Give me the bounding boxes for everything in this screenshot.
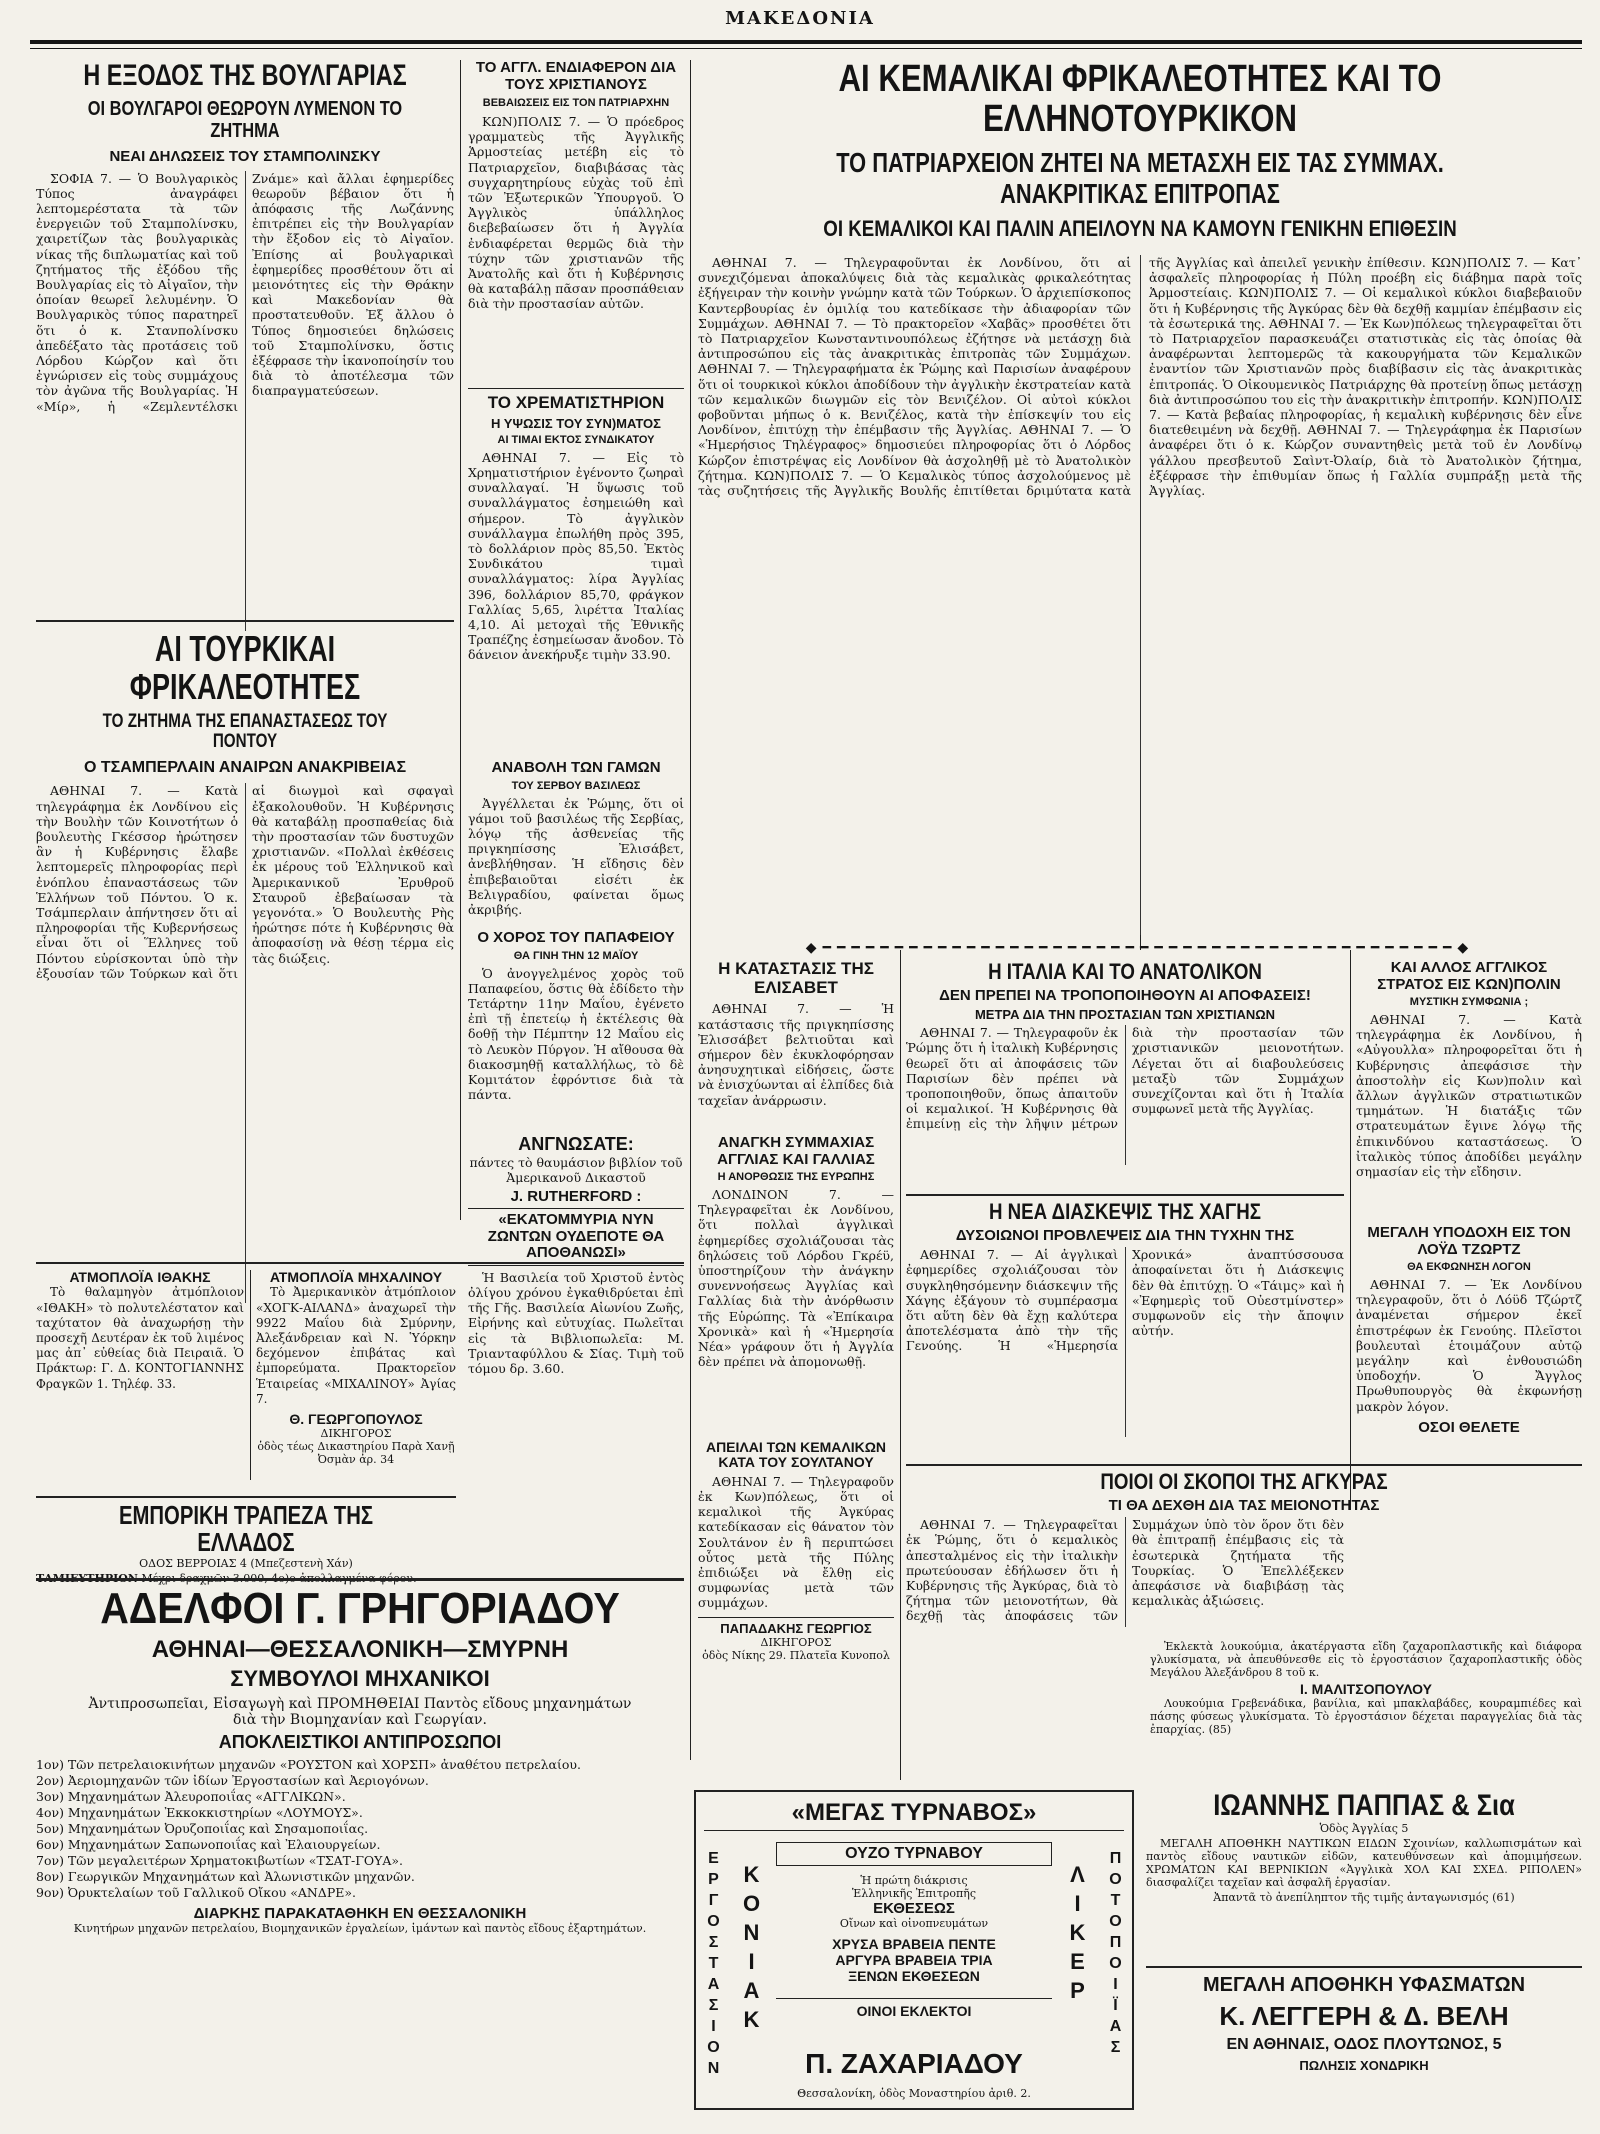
ad-line: Ἑλληνικῆς Ἐπιτροπῆς bbox=[852, 1886, 976, 1900]
article-kemalist bbox=[698, 255, 1582, 945]
top-rule-thin bbox=[30, 48, 1582, 49]
article-body: ΑΘΗΝΑΙ 7. — Αἱ ἀγγλικαὶ ἐφημερίδες σχολιάζουσαι τὸν συγκληθησόμενην διάσκεψιν τῆς Χάγης ἐξάγουν τὸ συμπέρασμα ὅτι αὕτη δὲν θὰ ἔχῃ καλύτερα ἀποτελέσματα ἀπὸ τὴν τῆς Γενούης. Ἡ «Ἡμερησία Χρονικά» ἀναπτύσσουσα ἀποφαίνεται ὅτι ἡ Διάσκεψις δὲν θὰ ἐπιτύχῃ. Ὁ «Τάιμς» καὶ ἡ «Ἐφημερὶς τοῦ Οὐεστμίνστερ» συμφωνοῦν εἰς τὴν ἄποψιν αὐτήν. bbox=[906, 1247, 1344, 1354]
article-title: ΑΝΑΒΟΛΗ ΤΩΝ ΓΑΜΩΝ bbox=[491, 759, 661, 776]
article-body: ΑΘΗΝΑΙ 7. — Ἐκ Λονδίνου τηλεγραφοῦν, ὅτι ὁ Λόϋδ Τζώρτζ ἀναμένεται σήμερον ἐκεῖ ἐπιστρέφων ἐκ Γενούης. Πλεῖστοι βουλευταὶ ἑτοιμάζουν αὐτῷ μεγάλην καὶ ἐνθουσιώδη ὑποδοχήν. Ὁ Ἄγγλος Πρωθυπουργὸς θὰ ἐκφωνήσῃ μακρὸν λόγον. bbox=[1356, 1277, 1582, 1414]
ad-fabrics bbox=[1146, 1974, 1582, 2114]
article-army bbox=[1356, 960, 1582, 1220]
article-subtitle-2: ΝΕΑΙ ΔΗΛΩΣΕΙΣ ΤΟΥ ΣΤΑΜΠΟΛΙΝΣΚΥ bbox=[109, 147, 381, 165]
ad-vertical-left-2: ΚΟΝΙΑΚ bbox=[739, 1862, 764, 2036]
ad-address: ΕΝ ΑΘΗΝΑΙΣ, ΟΔΟΣ ΠΛΟΥΤΩΝΟΣ, 5 bbox=[1226, 2036, 1502, 2053]
article-title: Η ΕΞΟΔΟΣ ΤΗΣ ΒΟΥΛΓΑΡΙΑΣ bbox=[83, 59, 407, 92]
ad-body: Τὸ Ἀμερικανικὸν ἀτμόπλοιον «ΧΟΓΚ-ΑΙΛΑΝΔ» ἀναχωρεῖ τὴν 9922 Μαΐου διὰ Σμύρνην, Ἀλεξάνδρειαν καὶ Ν. Ὑόρκην δεχόμενον ἐπιβάτας καὶ ἐμπορεύματα. Πρακτορεῖον Ἑταιρείας «ΜΙΧΑΛΙΝΟΥ» Ἀγίας 7. bbox=[256, 1285, 456, 1406]
article-subtitle: ΔΕΝ ΠΡΕΠΕΙ ΝΑ ΤΡΟΠΟΠΟΙΗΘΟΥΝ ΑΙ ΑΠΟΦΑΣΕΙΣ! bbox=[939, 987, 1311, 1005]
ad-item: 3ον) Μηχανημάτων Ἀλευροποιΐας «ΑΓΓΛΙΚΩΝ». bbox=[36, 1789, 346, 1805]
top-rule bbox=[30, 40, 1582, 44]
ad-line: Οἴνων καὶ οἰνοπνευμάτων bbox=[839, 1916, 989, 1930]
article-title: ΑΙ ΤΟΥΡΚΙΚΑΙ ΦΡΙΚΑΛΕΟΤΗΤΕΣ bbox=[129, 628, 361, 707]
article-body: ΑΘΗΝΑΙ 7. — Τηλεγραφεῖται ἐκ Ῥώμης, ὅτι ὁ κεμαλικὸς ἀπεσταλμένος εἰς τὴν ἰταλικὴν πρωτεύουσαν ἐδήλωσεν ὅτι ἡ Κυβέρνησις τῆς Ἀγκύρας, διὰ τὸ ζήτημα τῶν μειονοτήτων, θὰ δεχθῇ τὰς ἀποφάσεις τῶν Συμμάχων ὑπὸ τὸν ὅρον ὅτι δὲν θὰ ἐπιτραπῇ ἐπέμβασις εἰς τὰ ἐσωτερικὰ ζητήματα τῆς Τουρκίας. Ὁ Ἐπελλέξεκεν ἀπεφάσισε νὰ διαβιβάσῃ τὰς κεμαλικὰς ἀξιώσεις. bbox=[906, 1517, 1344, 1624]
ad-line: ΑΡΓΥΡΑ ΒΡΑΒΕΙΑ ΤΡΙΑ bbox=[835, 1951, 993, 1968]
ad-item: 7ον) Τῶν μεγαλειτέρων Χρηματοκιβωτίων «ΤΣΑΤ-ΓΟΥΑ». bbox=[36, 1853, 404, 1869]
article-entente bbox=[698, 1135, 894, 1435]
ad-item: 2ον) Ἀεριομηχανῶν τῶν ἰδίων Ἐργοστασίων καὶ Ἀεριογόνων. bbox=[36, 1773, 429, 1789]
ad-title: ΑΤΜΟΠΛΟΪΑ ΜΗΧΑΛΙΝΟΥ bbox=[269, 1269, 443, 1285]
ad-ithaki bbox=[36, 1270, 244, 1490]
ad-body-2: Ἡ Βασιλεία τοῦ Χριστοῦ ἐντὸς ὀλίγου χρόνου ἐγκαθιδρύεται ἐπὶ τῆς Γῆς. Βασιλεία Αἰωνίου Ζωῆς, Εἰρήνης καὶ εὐτυχίας. Πωλεῖται εἰς τὰ Βιβλιοπωλεῖα: Μ. Τριανταφύλλου & Σίας. Τιμὴ τοῦ τόμου δρ. 3.60. bbox=[468, 1269, 684, 1376]
article-title: ΤΟ ΑΓΓΛ. ΕΝΔΙΑΦΕΡΟΝ ΔΙΑ ΤΟΥΣ ΧΡΙΣΤΙΑΝΟΥΣ bbox=[475, 59, 677, 93]
section-rule bbox=[468, 388, 684, 389]
section-rule bbox=[36, 1496, 456, 1498]
section-rule bbox=[1146, 1966, 1582, 1968]
ad-title: ΟΣΟΙ ΘΕΛΕΤΕ bbox=[1418, 1419, 1520, 1436]
article-george bbox=[1356, 1225, 1582, 1425]
article-subtitle: ΤΟ ΠΑΤΡΙΑΡΧΕΙΟΝ ΖΗΤΕΙ ΝΑ ΜΕΤΑΣΧΗ ΕΙΣ ΤΑΣ ΣΥΜΜΑΧ. ΑΝΑΚΡΙΤΙΚΑΣ ΕΠΙΤΡΟΠΑΣ bbox=[836, 146, 1444, 209]
article-subtitle: ΘΑ ΓΙΝΗ ΤΗΝ 12 ΜΑΪΟΥ bbox=[513, 949, 639, 962]
column-divider bbox=[460, 60, 461, 1220]
signature-name: ΠΑΠΑΔΑΚΗΣ ΓΕΩΡΓΙΟΣ bbox=[698, 1617, 894, 1636]
signature-role: ΔΙΚΗΓΟΡΟΣ bbox=[760, 1635, 832, 1649]
article-title: Ο ΧΟΡΟΣ ΤΟΥ ΠΑΠΑΦΕΙΟΥ bbox=[477, 929, 675, 946]
ad-wanted bbox=[1150, 1640, 1582, 1780]
ad-item: 9ον) Ὀρυκτελαίων τοῦ Γαλλικοῦ Οἴκου «ΑΝΔΡΕ». bbox=[36, 1885, 356, 1901]
article-title: Η ΚΑΤΑΣΤΑΣΙΣ ΤΗΣ ΕΛΙΣΑΒΕΤ bbox=[718, 959, 874, 997]
ad-footer-2: Κινητήρων μηχανῶν πετρελαίου, Βιομηχανικῶν ἐργαλείων, ἱμάντων καὶ παντὸς εἴδους ἐξαρτημάτων. bbox=[73, 1922, 647, 1936]
section-rule bbox=[906, 1194, 1344, 1196]
ad-bank bbox=[36, 1502, 456, 1572]
article-elisabeth bbox=[698, 960, 894, 1130]
ad-line: Ἀντιπροσωπεῖαι, Εἰσαγωγὴ καὶ ΠΡΟΜΗΘΕΙΑΙ Παντὸς εἴδους μηχανημάτων διὰ τὴν Βιομηχανίαν καὶ Γεωργίαν. bbox=[88, 1696, 632, 1729]
ad-address: Ὁδὸς Ἀγγλίας 5 bbox=[1319, 1821, 1409, 1835]
ad-item: 1ον) Τῶν πετρελαιοκινήτων μηχανῶν «ΡΟΥΣΤΟΝ καὶ ΧΟΡΣΠ» ἀναθέτου πετρελαίου. bbox=[36, 1757, 581, 1773]
article-title: ΚΑΙ ΑΛΛΟΣ ΑΓΓΛΙΚΟΣ ΣΤΡΑΤΟΣ ΕΙΣ ΚΩΝ)ΠΟΛΙΝ bbox=[1377, 959, 1561, 993]
ad-subtitle-2: ΑΠΟΚΛΕΙΣΤΙΚΟΙ ΑΝΤΙΠΡΟΣΩΠΟΙ bbox=[218, 1732, 502, 1753]
article-subtitle: ΘΑ ΕΚΦΩΝΗΣΗ ΛΟΓΟΝ bbox=[1407, 1261, 1531, 1273]
ad-line: ΕΚΘΕΣΕΩΣ bbox=[873, 1899, 955, 1917]
ad-pappas bbox=[1146, 1790, 1582, 1960]
ad-owners: Κ. ΛΕΓΓΕΡΗ & Δ. ΒΕΛΗ bbox=[1219, 2001, 1509, 2031]
article-body: ΑΘΗΝΑΙ 7. — Εἰς τὸ Χρηματιστήριον ἐγένοντο ζωηραὶ συναλλαγαί. Ἡ ὕψωσις τοῦ συναλλάγματος ἐσημειώθη καὶ σήμερον. Τὸ ἀγγλικὸν συνάλλαγμα ἐπωλήθη πρὸς 395, τὸ δολλάριον πρὸς 85,50. Ἐκτὸς Συνδικάτου τιμαὶ συναλλάγματος: λίρα Ἀγγλίας 396, δολλάριον 85,70, φράγκον Γαλλίας 5,65, λιρέττα Ἰταλίας 4,10. Αἱ μετοχαὶ τῆς Ἐθνικῆς Τραπέζης ἐσημείωσαν ἄνοδον. Τὸ δάνειον ἀνεκήρυξε τιμὴν 33.90. bbox=[468, 449, 684, 663]
ad-title: ΑΔΕΛΦΟΙ Γ. ΓΡΗΓΟΡΙΑΔΟΥ bbox=[100, 1584, 620, 1633]
ad-address: ΟΔΟΣ ΒΕΡΡΟΙΑΣ 4 (Μπεζεστενὴ Χάν) bbox=[139, 1556, 353, 1570]
ad-item: 8ον) Γεωργικῶν Μηχανημάτων καὶ Ἀλωνιστικῶν μηχανῶν. bbox=[36, 1869, 415, 1885]
ad-item: 5ον) Μηχανημάτων Ὀρυζοποιΐας καὶ Σησαμοποιΐας. bbox=[36, 1821, 369, 1837]
ad-author: J. RUTHERFORD : bbox=[510, 1188, 642, 1206]
ad-signature: Θ. ΓΕΩΡΓΟΠΟΥΛΟΣ bbox=[289, 1411, 423, 1428]
article-exchange bbox=[468, 394, 684, 754]
ad-address: Θεσσαλονίκη, ὁδὸς Μοναστηρίου ἀριθ. 2. bbox=[797, 2087, 1031, 2100]
article-subtitle-2: ΜΕΤΡΑ ΔΙΑ ΤΗΝ ΠΡΟΣΤΑΣΙΑΝ ΤΩΝ ΧΡΙΣΤΙΑΝΩΝ bbox=[974, 1007, 1276, 1023]
article-body: ΛΟΝΔΙΝΟΝ 7. — Τηλεγραφεῖται ἐκ Λονδίνου, ὅτι πολλαὶ ἀγγλικαὶ ἐφημερίδες σχολιάζουσαι τὰς δηλώσεις τοῦ Λόρδου Γκρέϋ, ὑποστηρίζουν τὴν ἀνάγκην συνεννοήσεως Ἀγγλίας καὶ Γαλλίας διὰ τὴν ἀνόρθωσιν τῆς Εὐρώπης. Τὰ «Ἐπίκαιρα Χρονικὰ» καὶ ἡ «Ἡμερησία Νέα» γράφουν ὅτι ἡ Ἀγγλία δὲν πρέπει νὰ ἀπομονωθῇ. bbox=[698, 1187, 894, 1370]
article-haia bbox=[906, 1200, 1344, 1460]
ad-tyrnavos bbox=[694, 1790, 1134, 2110]
column-divider bbox=[690, 60, 691, 1760]
article-subtitle: ΤΟ ΖΗΤΗΜΑ ΤΗΣ ΕΠΑΝΑΣΤΑΣΕΩΣ ΤΟΥ ΠΟΝΤΟΥ bbox=[102, 710, 388, 753]
ad-body: πάντες τὸ θαυμάσιον βιβλίον τοῦ Ἀμερικανοῦ Δικαστοῦ bbox=[469, 1154, 683, 1185]
article-subtitle: ΔΥΣΟΙΩΝΟΙ ΠΡΟΒΛΕΨΕΙΣ ΔΙΑ ΤΗΝ ΤΥΧΗΝ ΤΗΣ bbox=[955, 1227, 1295, 1245]
ad-footer: Ἀπαντᾶ τὸ ἀνεπίληπτον τῆς τιμῆς ἀνταγωνισμός bbox=[1213, 1890, 1489, 1904]
ad-title: ΙΩΑΝΝΗΣ ΠΑΠΠΑΣ & Σια bbox=[1213, 1789, 1515, 1822]
article-title: ΠΟΙΟΙ ΟΙ ΣΚΟΠΟΙ ΤΗΣ ΑΓΚΥΡΑΣ bbox=[1100, 1469, 1388, 1494]
article-subtitle: Η ΥΨΩΣΙΣ ΤΟΥ ΣΥΝ)ΜΑΤΟΣ bbox=[491, 415, 661, 431]
ad-subtitle: ΣΥΜΒΟΥΛΟΙ ΜΗΧΑΝΙΚΟΙ bbox=[230, 1666, 490, 1692]
article-title: ΑΝΑΓΚΗ ΣΥΜΜΑΧΙΑΣ ΑΓΓΛΙΑΣ ΚΑΙ ΓΑΛΛΙΑΣ bbox=[717, 1134, 875, 1168]
article-kemalist-header bbox=[698, 60, 1582, 270]
ad-body-2: Λουκούμια Γρεβενάδικα, βανίλια, καὶ μπακλαβάδες, κουραμπιέδες καὶ πάσης φύσεως γλυκίσματα. Τὸ ἐργοστάσιον δέχεται παραγγελίας διὰ τὰς ἐπαρχίας. (85) bbox=[1150, 1697, 1582, 1736]
article-subtitle: ΒΕΒΑΙΩΣΕΙΣ ΕΙΣ ΤΟΝ ΠΑΤΡΙΑΡΧΗΝ bbox=[482, 97, 670, 109]
article-kemalist-sultan bbox=[698, 1440, 894, 1760]
ad-product: ΟΥΖΟ ΤΥΡΝΑΒΟΥ bbox=[776, 1842, 1052, 1866]
section-rule bbox=[36, 1578, 684, 1581]
article-title: ΑΙ ΚΕΜΑΛΙΚΑΙ ΦΡΙΚΑΛΕΟΤΗΤΕΣ ΚΑΙ ΤΟ ΕΛΛΗΝΟΤΟΥΡΚΙΚΟΝ bbox=[838, 58, 1442, 140]
ad-body: Τὸ θαλαμηγὸν ἀτμόπλοιον «ΙΘΑΚΗ» τὸ πολυτελέστατον καὶ ταχύτατον θὰ ἀναχωρήσῃ τὴν προσεχῆ Δευτέραν ἐκ τοῦ λιμένος μας ἀπ᾽ εὐθείας διὰ Πειραιᾶ. Ὁ Πράκτωρ: Γ. Δ. ΚΟΝΤΟΓΙΑΝΝΗΣ Φραγκῶν 1. Τηλέφ. 33. bbox=[36, 1285, 244, 1391]
article-body: ΚΩΝ)ΠΟΛΙΣ 7. — Ὁ πρόεδρος γραμματεὺς τῆς Ἀγγλικῆς Ἁρμοστείας μετέβη εἰς τὸ Πατριαρχεῖον, διαβιβάσας τὰς συγχαρητηρίους εὐχὰς τοῦ ἐπὶ τῶν Ἐξωτερικῶν Ὑπουργοῦ. Ὁ Ἀγγλικὸς ὑπάλληλος διεβεβαίωσεν ὅτι ἡ Ἀγγλία ἐνδιαφέρεται θερμῶς διὰ τὴν τύχην τῶν χριστιανῶν τῆς Ἀνατολῆς καὶ ὅτι ἡ Κυβέρνησις θὰ καταβάλῃ πᾶσαν προσπάθειαν διὰ τὴν προστασίαν αὐτῶν. bbox=[468, 114, 684, 312]
article-body: ΑΘΗΝΑΙ 7. — Τηλεγραφοῦνται ἐκ Λονδίνου, ὅτι αἱ συνεχιζόμεναι ἀποκαλύψεις διὰ τὰς κεμαλικὰς φρικαλεότητας ἐξήγειραν τὴν κοινὴν γνώμην κατὰ τῶν Τούρκων. Ὁ ἀρχιεπίσκοπος Καντερβουρίας ἐν ὁμιλίᾳ του κατεδίκασε τὴν ἀδιαφορίαν τῶν Συμμάχων. ΑΘΗΝΑΙ 7. — Τὸ πρακτορεῖον «Χαβᾶς» προσθέτει ὅτι τὸ Πατριαρχεῖον Κωνσταντινουπόλεως ἐζήτησε νὰ μετάσχῃ διὰ ἀντιπροσώπου εἰς τὰς ἀνακριτικὰς ἐπιτροπὰς τῶν Συμμάχων. ΑΘΗΝΑΙ 7. — Τηλεγραφήματα ἐκ Ῥώμης καὶ Παρισίων ἀναφέρουν ὅτι οἱ τουρκικοὶ κύκλοι ἀποδίδουν τὴν ἀγγλικὴν ἐκστρατείαν κατὰ τῶν κεμαλικῶν διωγμῶν εἰς τὸν Βενιζέλον. Οἱ αὐτοὶ κύκλοι φοβοῦνται μήπως ὁ κ. Βενιζέλος, κατὰ τὴν ἐπίσκεψίν του εἰς Λονδίνον, ἐπιτύχῃ τὴν ἐπέμβασιν τῆς Ἀγγλίας. ΑΘΗΝΑΙ 7. — Ὁ «Ἡμερήσιος Τηλέγραφος» δημοσιεύει πληροφορίας ὅτι ὁ Λόρδος Κώρζον ἐπιστρέψας εἰς Λονδίνον θὰ ἀσχοληθῇ μὲ τὸ Ἀνατολικὸν ζήτημα. ΚΩΝ)ΠΟΛΙΣ 7. — Ὁ Κεμαλικὸς τύπος ἀσχολούμενος μὲ τὰς συζητήσεις τῆς Ἀγγλικῆς Βουλῆς ἐπιτίθεται δριμύτατα κατὰ τῆς Ἀγγλίας καὶ ἀπειλεῖ γενικὴν ἐπίθεσιν. ΚΩΝ)ΠΟΛΙΣ 7. — Κατ᾽ ἀσφαλεῖς πληροφορίας ἡ Πύλη προέβη εἰς διάβημα παρὰ τοῖς Ἁρμοστείαις. ΚΩΝ)ΠΟΛΙΣ 7. — Οἱ κεμαλικοὶ κύκλοι διαβεβαιοῦν ὅτι ἡ Κυβέρνησις τῆς Ἀγκύρας δὲν θὰ δεχθῇ καμμίαν ἐπέμβασιν εἰς τὰ ἐσωτερικά της. ΑΘΗΝΑΙ 7. — Ἐκ Κων)πόλεως τηλεγραφεῖται ὅτι τὸ Πατριαρχεῖον παρασκευάζει στατιστικὰς εἰς τὰς ὁποίας θὰ ἀναφέρωνται λεπτομερῶς τὰ κακουργήματα τῶν Κεμαλικῶν ἐναντίον τῶν Χριστιανῶν πρὸς διαβίβασιν εἰς τὰς ἀνακριτικὰς ἐπιτροπάς. Ὁ Οἰκουμενικὸς Πατριάρχης θὰ προτείνῃ ὅπως μετάσχῃ διὰ ἀντιπροσώπου του εἰς τὴν ἀνακριτικὴν ἐπιτροπήν. ΚΩΝ)ΠΟΛΙΣ 7. — Κατὰ βεβαίας πληροφορίας, ἡ κεμαλικὴ κυβέρνησις δὲν εἶνε διατεθειμένη νὰ δεχθῇ. ΑΘΗΝΑΙ 7. — Τηλεγράφημα ἐκ Παρισίων ἀναφέρει ὅτι ὁ κ. Κώρζον συναντηθεὶς μετὰ τοῦ ἐν Λονδίνῳ γάλλου πρεσβευτοῦ Σαὶντ-Ὀλαίρ, διὰ τὸ Ἀνατολικὸν ζήτημα, ἐξέφρασε τὴν ἐπιθυμίαν ὅπως ἡ Γαλλία συμπράξῃ μετὰ τῆς Ἀγγλίας. bbox=[698, 255, 1582, 499]
article-title: Η ΝΕΑ ΔΙΑΣΚΕΨΙΣ ΤΗΣ ΧΑΓΗΣ bbox=[988, 1199, 1262, 1224]
article-bulgaria bbox=[36, 60, 454, 620]
article-body: ΑΘΗΝΑΙ 7. — Τηλεγραφοῦν ἐκ Ῥώμης ὅτι ἡ ἰταλικὴ Κυβέρνησις θεωρεῖ ὅτι αἱ ἀποφάσεις τῶν Παρισίων δὲν πρέπει νὰ τροποποιηθοῦν, ὅπως ἀπαιτοῦν οἱ κεμαλικοί. Ἡ Κυβέρνησις θὰ ἐπιμείνῃ εἰς τὴν λῆψιν μέτρων διὰ τὴν προστασίαν τῶν χριστιανικῶν μειονοτήτων. Λέγεται ὅτι αἱ διαβουλεύσεις μεταξὺ τῶν Συμμάχων συνεχίζονται καὶ ὅτι ἡ Ἰταλία συμφωνεῖ μετὰ τῆς Ἀγγλίας. bbox=[906, 1025, 1344, 1132]
column-divider bbox=[1350, 950, 1351, 1510]
ad-body: Ἐκλεκτὰ λουκούμια, ἀκατέργαστα εἴδη ζαχαροπλαστικῆς καὶ διάφορα γλυκίσματα, νὰ ἀπευθύνεσθε εἰς τὸ ἐργοστάσιον ζαχαροπλαστικῆς ὁδὸς Μεγάλου Ἀλεξάνδρου 8 τοῦ κ. bbox=[1150, 1640, 1582, 1679]
ad-vertical-right: ΛΙΚΕΡ bbox=[1065, 1862, 1090, 2007]
ad-body: ΜΕΓΑΛΗ ΑΠΟΘΗΚΗ ΝΑΥΤΙΚΩΝ ΕΙΔΩΝ Σχοινίων, καλλωπισμάτων καὶ παντὸς εἴδους ναυτικῶν εἰδῶν, κατευθύνσεων καὶ ἀπομιμήσεων. ΧΡΩΜΑΤΩΝ ΚΑΙ ΒΕΡΝΙΚΙΩΝ «Ἀγγλικὰ ΧΟΛ ΚΑΙ ΣΧΕΔ. ΡΙΠΟΛΕΝ» διασφαλίζει ταχεῖαν καὶ ἀσφαλῆ ἐργασίαν. bbox=[1146, 1836, 1582, 1889]
ad-line: ΧΡΥΣΑ ΒΡΑΒΕΙΑ ΠΕΝΤΕ bbox=[832, 1935, 996, 1952]
article-title: Η ΙΤΑΛΙΑ ΚΑΙ ΤΟ ΑΝΑΤΟΛΙΚΟΝ bbox=[988, 959, 1262, 984]
ad-note: ΠΩΛΗΣΙΣ ΧΟΝΔΡΙΚΗ bbox=[1299, 2058, 1429, 2073]
ad-title: ΑΤΜΟΠΛΟΪΑ ΙΘΑΚΗΣ bbox=[69, 1269, 211, 1285]
ad-line: Ἡ πρώτη διάκρισις bbox=[860, 1873, 968, 1887]
article-body: ΑΘΗΝΑΙ 7. — Κατὰ τηλεγράφημα ἐκ Λονδίνου εἰς τὴν Βουλὴν τῶν Κοινοτήτων ὁ βουλευτὴς Γκέσσορ ἠρώτησεν ἂν ἡ Κυβέρνησις ἔλαβε λεπτομερεῖς πληροφορίας περὶ ἐνόπλου ἐπαναστάσεως τῶν Ἑλλήνων τοῦ Πόντου. Ὁ κ. Τσάμπερλαιν ἀπήντησεν ὅτι αἱ πληροφορίαι τῆς Κυβερνήσεως εἶναι ὅτι οἱ Ἕλληνες τοῦ Πόντου εὑρίσκονται ὑπὸ τὴν ἐξουσίαν τῶν Τούρκων καὶ ὅτι αἱ διωγμοὶ καὶ σφαγαὶ ἐξακολουθοῦν. Ἡ Κυβέρνησις θὰ καταβάλῃ προσπαθείας διὰ τὴν προστασίαν τῶν δυστυχῶν χριστιανῶν. «Πολλαὶ ἐκθέσεις ἐκ μέρους τοῦ Ἑλληνικοῦ καὶ Ἀμερικανικοῦ Ἐρυθροῦ Σταυροῦ ἐβεβαίωσαν τὰ γεγονότα.» Ὁ Βουλευτὴς Ρὴς ἠρώτησε πότε ἡ Κυβέρνησις θὰ ἀποφασίσῃ νὰ θέσῃ τέρμα εἰς τὰς διώξεις. bbox=[36, 783, 454, 981]
ad-signature-address: ὁδὸς τέως Δικαστηρίου Παρὰ Χανῇ Ὀσμὰν ἀρ. 34 bbox=[257, 1440, 455, 1467]
ornament-rule: ◆━━━━━━━━━━━━━━━━━━━━━━━━━━━━━━━━━━━━━━━━━━━━◆ bbox=[805, 940, 1475, 956]
article-subtitle-2: Ο ΤΣΑΜΠΕΡΛΑΙΝ ΑΝΑΙΡΩΝ ΑΝΑΚΡΙΒΕΙΑΣ bbox=[83, 759, 407, 777]
ad-notice bbox=[468, 1135, 684, 1555]
article-body: Ὁ ἀνογγελμένος χορὸς τοῦ Παπαφείου, ὅστις θὰ ἐδίδετο τὴν Τετάρτην 11ην Μαΐου, ἐγένετο ἐπὶ τῇ ἐπετείῳ ἡ ἐκτέλεσις θὰ δοθῇ τὴν Πέμπτην 12 Μαΐου εἰς τὸ Λευκὸν Πύργον. Ἡ αἴθουσα θὰ διακοσμηθῇ καταλλήλως, τὸ δὲ Κομιτάτον ἐφρόντισε διὰ τὰ πάντα. bbox=[468, 965, 684, 1103]
ad-title: ΜΕΓΑΛΗ ΑΠΟΘΗΚΗ ΥΦΑΣΜΑΤΩΝ bbox=[1202, 1974, 1526, 1996]
article-title: ΑΠΕΙΛΑΙ ΤΩΝ ΚΕΜΑΛΙΚΩΝ ΚΑΤΑ ΤΟΥ ΣΟΥΛΤΑΝΟΥ bbox=[705, 1439, 887, 1471]
article-pontus bbox=[36, 630, 454, 1260]
column-divider bbox=[250, 1270, 251, 1480]
article-body: ΣΟΦΙΑ 7. — Ὁ Βουλγαρικὸς Τύπος ἀναγράφει λεπτομερέστατα τὰ τῶν ἐνεργειῶν τοῦ Σταμπολίνσκυ, χαιρετίζων τὰς βουλγαρικὰς νίκας τῆς διπλωματίας καὶ τοῦ ζητήματος τῆς ἐξόδου τῆς Βουλγαρίας εἰς τὸ Αἰγαῖον, τὴν ὁποίαν θεωρεῖ λελυμένην. Ὁ Βουλγαρικὸς τύπος παρατηρεῖ ὅτι ὁ κ. Στανπολίνσκυ ἀπεδέξατο τὰς προτάσεις τοῦ Λόρδου Κώρζον καὶ ὅτι ἐγνώρισεν εἰς τοὺς συμμάχους τὸν ἀγῶνα τῆς Βουλγαρίας. Ἡ «Μίρ», ἡ «Ζεμλεντέλσκι Ζνάμε» καὶ ἄλλαι ἐφημερίδες θεωροῦν βέβαιον ὅτι ἡ ἀπόφασις τῆς Λωζάννης ἐπιτρέπει εἰς τὴν Βουλγαρίαν τὴν ἔξοδον εἰς τὸ Αἰγαῖον. Ἐπίσης αἱ βουλγαρικαὶ ἐφημερίδες προσθέτουν ὅτι αἱ μειονότητες εἰς τὴν Θράκην καὶ Μακεδονίαν θὰ προστατευθοῦν. Ἐξ ἄλλου ὁ Τύπος δημοσιεύει δηλώσεις τοῦ Σταμπολίνσκυ, ὅστις ἐξέφρασε τὴν ἱκανοποίησίν του διὰ τὸ ἀποτέλεσμα τῶν διαπραγματεύσεων. bbox=[36, 170, 454, 414]
ad-title: ΕΜΠΟΡΙΚΗ ΤΡΑΠΕΖΑ ΤΗΣ ΕΛΛΑΔΟΣ bbox=[118, 1500, 374, 1558]
ad-line: ΟΙΝΟΙ ΕΚΛΕΚΤΟΙ bbox=[776, 1998, 1052, 2019]
article-subtitle: ΟΙ ΒΟΥΛΓΑΡΟΙ ΘΕΩΡΟΥΝ ΛΥΜΕΝΟΝ ΤΟ ΖΗΤΗΜΑ bbox=[87, 97, 403, 142]
article-subtitle-2: ΟΙ ΚΕΜΑΛΙΚΟΙ ΚΑΙ ΠΑΛΙΝ ΑΠΕΙΛΟΥΝ ΝΑ ΚΑΜΟΥΝ ΓΕΝΙΚΗΝ ΕΠΙΘΕΣΙΝ bbox=[823, 216, 1457, 242]
section-rule bbox=[906, 1464, 1582, 1466]
article-body: ΑΘΗΝΑΙ 7. — Τηλεγραφοῦν ἐκ Κων)πόλεως, ὅτι οἱ κεμαλικοὶ τῆς Ἀγκύρας κατεδίκασαν εἰς θάνατον τὸν Σουλτάνον ἐν ἣ περιπτώσει οὗτος μετὰ τῆς Πύλης ἐπιδιώξει νὰ ἔλθῃ εἰς συμφωνίας μετὰ τῶν συμμάχων. bbox=[698, 1473, 894, 1611]
article-body: ΑΘΗΝΑΙ 7. — Ἡ κατάστασις τῆς πριγκηπίσσης Ἐλισσάβετ βελτιοῦται καὶ σήμερον δὲν ἐκυκλοφόρησαν ἀνησυχητικαὶ εἰδήσεις, ὥστε νὰ ἐνισχύωνται αἱ ἐλπίδες διὰ ταχεῖαν ἀνάρρωσιν. bbox=[698, 1001, 894, 1108]
article-subtitle-2: ΑΙ ΤΙΜΑΙ ΕΚΤΟΣ ΣΥΝΔΙΚΑΤΟΥ bbox=[497, 433, 655, 446]
ad-title: ΑΝΓΝΩΣΑΤΕ: bbox=[518, 1134, 634, 1154]
ad-signature-role: ΔΙΚΗΓΟΡΟΣ bbox=[320, 1427, 392, 1441]
article-body: Ἀγγέλλεται ἐκ Ῥώμης, ὅτι οἱ γάμοι τοῦ βασιλέως τῆς Σερβίας, λόγῳ τῆς ἀσθενείας τῆς πριγκηπίσσης Ἐλισάβετ, ἀνεβλήθησαν. Ἡ εἴδησις δὲν ἐπιβεβαιοῦται εἰσέτι ἐκ Βελιγραδίου, φαίνεται ὅμως ἀκριβής. bbox=[468, 795, 684, 917]
column-divider bbox=[900, 950, 901, 1780]
article-title: ΜΕΓΑΛΗ ΥΠΟΔΟΧΗ ΕΙΣ ΤΟΝ ΛΟΫΔ ΤΖΩΡΤΖ bbox=[1367, 1224, 1571, 1258]
ad-title: «ΜΕΓΑΣ ΤΥΡΝΑΒΟΣ» bbox=[704, 1800, 1124, 1831]
article-subtitle: ΤΟΥ ΣΕΡΒΟΥ ΒΑΣΙΛΕΩΣ bbox=[511, 779, 641, 792]
masthead: ΜΑΚΕΔΟΝΙΑ bbox=[725, 8, 875, 29]
section-rule bbox=[36, 620, 454, 622]
article-dance bbox=[468, 930, 684, 1130]
article-italy bbox=[906, 960, 1344, 1190]
ad-item: 6ον) Μηχανημάτων Σαπωνοποιΐας καὶ Ἐλαιουργείων. bbox=[36, 1837, 381, 1853]
ad-grigoriadou bbox=[36, 1586, 684, 2116]
section-rule bbox=[36, 1262, 684, 1264]
article-subtitle: ΜΥΣΤΙΚΗ ΣΥΜΦΩΝΙΑ ; bbox=[1409, 996, 1529, 1008]
ad-line: ΞΕΝΩΝ ΕΚΘΕΣΕΩΝ bbox=[848, 1967, 980, 1984]
ad-book-title: «ΕΚΑΤΟΜΜΥΡΙΑ ΝΥΝ ΖΩΝΤΩΝ ΟΥΔΕΠΟΤΕ ΘΑ ΑΠΟΘΑΝΩΣΙ» bbox=[468, 1208, 684, 1266]
article-body: ΑΘΗΝΑΙ 7. — Κατὰ τηλεγράφημα ἐκ Λονδίνου, ἡ «Αὐγουλλα» πληροφορεῖται ὅτι ἡ Κυβέρνησις ἀπεφάσισε τὴν ἀποστολὴν εἰς Κων)πολιν καὶ ἄλλων ἀγγλικῶν στρατιωτικῶν τμημάτων. Ἡ διατάξις τῶν στρατευμάτων ἔγινε λόγῳ τῆς ἐπικινδύνου καταστάσεως. Ὁ ἰταλικὸς τύπος ἀποδίδει μεγάλην σημασίαν εἰς τὴν εἴδησιν. bbox=[1356, 1012, 1582, 1180]
ad-item: 4ον) Μηχανημάτων Ἐκκοκκιστηρίων «ΛΟΥΜΟΥΣ». bbox=[36, 1805, 363, 1821]
article-wedding bbox=[468, 760, 684, 930]
article-title: ΤΟ ΧΡΕΜΑΤΙΣΤΗΡΙΟΝ bbox=[487, 393, 665, 412]
ad-number: (61) bbox=[1492, 1890, 1515, 1904]
article-ankara bbox=[906, 1470, 1582, 1630]
ad-wanted-header bbox=[1356, 1420, 1582, 1460]
ad-mykali bbox=[256, 1270, 456, 1490]
ad-item-list bbox=[36, 1757, 684, 1901]
ad-owner: Π. ΖΑΧΑΡΙΑΔΟΥ bbox=[805, 2048, 1023, 2080]
article-subtitle: Η ΑΝΟΡΘΩΣΙΣ ΤΗΣ ΕΥΡΩΠΗΣ bbox=[717, 1171, 875, 1183]
article-subtitle: ΤΙ ΘΑ ΔΕΧΘΗ ΔΙΑ ΤΑΣ ΜΕΙΟΝΟΤΗΤΑΣ bbox=[1108, 1497, 1380, 1515]
ad-vertical-right-2: ΠΟΤΟΠΟΙΪΑΣ bbox=[1107, 1850, 1124, 2060]
article-patriarchate bbox=[468, 60, 684, 380]
ad-name: Ι. ΜΑΛΙΤΣΟΠΟΥΛΟΥ bbox=[1300, 1681, 1432, 1697]
signature-address: ὁδὸς Νίκης 29. Πλατεῖα Κυνοπολ bbox=[702, 1648, 890, 1662]
ad-vertical-left: ΕΡΓΟΣΤΑΣΙΟΝ bbox=[705, 1850, 722, 2081]
ad-footer: ΔΙΑΡΚΗΣ ΠΑΡΑΚΑΤΑΘΗΚΗ ΕΝ ΘΕΣΣΑΛΟΝΙΚΗ bbox=[193, 1905, 527, 1923]
ad-cities: ΑΘΗΝΑΙ—ΘΕΣΣΑΛΟΝΙΚΗ—ΣΜΥΡΝΗ bbox=[151, 1636, 569, 1664]
